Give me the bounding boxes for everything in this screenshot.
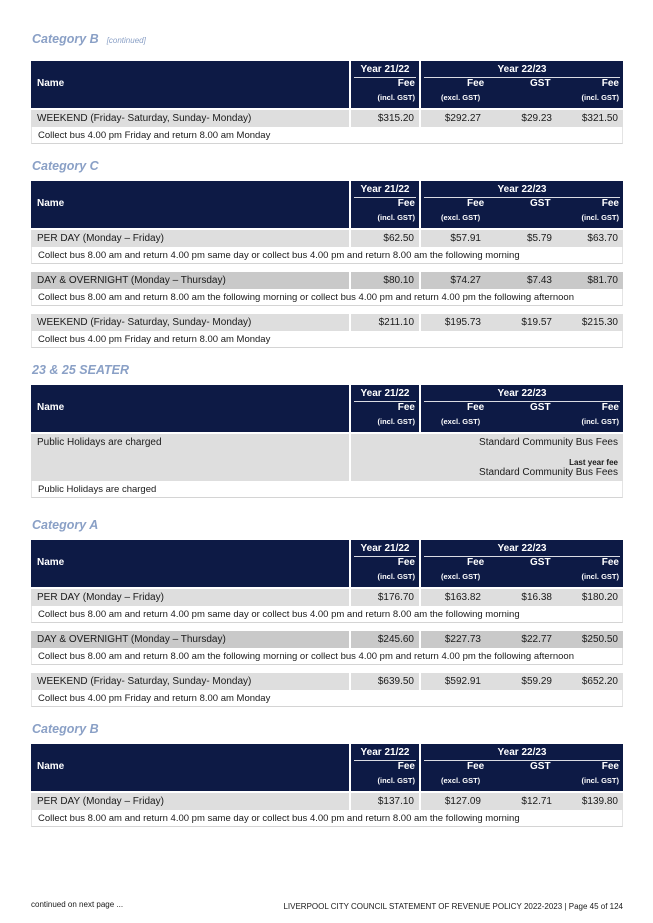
header-incl: (incl. GST): [581, 572, 619, 581]
header-year-21-22: [351, 61, 419, 108]
table-header: [31, 385, 623, 432]
page-footer: LIVERPOOL CITY COUNCIL STATEMENT OF REVENUE POLICY 2022-2023 | Page 45 of 124: [283, 902, 623, 911]
header-fee-incl: Fee: [601, 402, 619, 413]
holiday-fees: [351, 434, 623, 481]
header-year-22-23: [421, 61, 623, 108]
section-title: Category A: [32, 518, 99, 532]
header-divider: [424, 556, 620, 557]
row-fee-2122: $137.10: [351, 793, 419, 810]
fee-table: [31, 181, 623, 348]
row-fees-2223: [421, 314, 623, 331]
fee-table: [31, 61, 623, 144]
row-note: Collect bus 8.00 am and return 8.00 am the following morning or collect bus 4.00 pm and return 4.00 pm the following afternoon: [31, 289, 623, 306]
table-header: [31, 744, 623, 791]
header-year1-label: Year 21/22: [360, 747, 410, 758]
row-note: Collect bus 8.00 am and return 8.00 am the following morning or collect bus 4.00 pm and return 4.00 pm the following afternoon: [31, 648, 623, 665]
row-name: WEEKEND (Friday- Saturday, Sunday- Monday): [31, 110, 349, 127]
header-fee-incl: Fee: [601, 78, 619, 89]
table-row: [31, 673, 623, 690]
row-note: Collect bus 4.00 pm Friday and return 8.00 am Monday: [31, 690, 623, 707]
header-year2-label: Year 22/23: [497, 543, 547, 554]
header-gst: GST: [530, 557, 551, 568]
row-fee-2122: $176.70: [351, 589, 419, 606]
row-fee-excl: $227.73: [444, 634, 481, 645]
header-year2-label: Year 22/23: [497, 747, 547, 758]
header-gst: GST: [530, 402, 551, 413]
row-fees-2223: [421, 589, 623, 606]
row-note: Collect bus 4.00 pm Friday and return 8.00 am Monday: [31, 127, 623, 144]
row-fees-2223: [421, 673, 623, 690]
row-fee-2122: $211.10: [351, 314, 419, 331]
row-fee-excl: $74.27: [450, 275, 481, 286]
table-row: [31, 272, 623, 289]
row-gap: [31, 665, 623, 671]
header-excl: (excl. GST): [441, 417, 481, 426]
row-fee-incl: $180.20: [581, 592, 618, 603]
header-fee-incl: Fee: [601, 557, 619, 568]
header-year1-label: Year 21/22: [360, 64, 410, 75]
row-fee-incl: $139.80: [581, 796, 618, 807]
row-gst: $12.71: [521, 796, 552, 807]
continued-footer: continued on next page ...: [31, 900, 124, 909]
header-divider: [424, 197, 620, 198]
header-year-21-22: [351, 744, 419, 791]
holiday-name: Public Holidays are charged: [31, 434, 349, 481]
row-fee-excl: $163.82: [444, 592, 481, 603]
fee-table: [31, 540, 623, 707]
header-name: Name: [31, 385, 349, 432]
header-divider: [424, 77, 620, 78]
row-fees-2223: [421, 230, 623, 247]
row-gst: $29.23: [521, 113, 552, 124]
row-fees-2223: [421, 272, 623, 289]
header-fee-excl: Fee: [467, 557, 485, 568]
header-fee: Fee: [397, 78, 415, 89]
header-year2-label: Year 22/23: [497, 64, 547, 75]
continued-label: [continued]: [106, 36, 146, 45]
table-row: [31, 589, 623, 606]
row-fee-incl: $81.70: [587, 275, 618, 286]
row-note: Collect bus 8.00 am and return 4.00 pm same day or collect bus 4.00 pm and return 8.00 am the following morning: [31, 606, 623, 623]
row-note: Collect bus 8.00 am and return 4.00 pm same day or collect bus 4.00 pm and return 8.00 am the following morning: [31, 810, 623, 827]
table-header: [31, 540, 623, 587]
row-fee-excl: $292.27: [444, 113, 481, 124]
row-fees-2223: [421, 793, 623, 810]
table-row: [31, 110, 623, 127]
header-incl: (incl. GST): [581, 417, 619, 426]
row-name: WEEKEND (Friday- Saturday, Sunday- Monday): [31, 673, 349, 690]
header-fee-incl: Fee: [601, 198, 619, 209]
header-year-21-22: [351, 385, 419, 432]
row-fee-excl: $127.09: [444, 796, 481, 807]
row-fee-incl: $215.30: [581, 317, 618, 328]
header-year-21-22: [351, 181, 419, 228]
table-header: [31, 181, 623, 228]
header-year-22-23: [421, 181, 623, 228]
header-incl: (incl. GST): [377, 417, 415, 426]
section-title: Category C: [32, 159, 99, 173]
table-row: [31, 631, 623, 648]
row-name: DAY & OVERNIGHT (Monday – Thursday): [31, 272, 349, 289]
section-title: 23 & 25 SEATER: [32, 363, 130, 377]
header-gst: GST: [530, 78, 551, 89]
row-gst: $22.77: [521, 634, 552, 645]
section-title: [32, 32, 146, 46]
header-incl: (incl. GST): [581, 776, 619, 785]
header-excl: (excl. GST): [441, 776, 481, 785]
row-gst: $16.38: [521, 592, 552, 603]
row-gap: [31, 306, 623, 312]
row-gst: $7.43: [526, 275, 552, 286]
header-year1-label: Year 21/22: [360, 388, 410, 399]
header-year-21-22: [351, 540, 419, 587]
last-year-fee-value: Standard Community Bus Fees: [479, 467, 618, 478]
row-fee-2122: $80.10: [351, 272, 419, 289]
last-year-fee-label: Last year fee: [569, 458, 618, 467]
header-fee: Fee: [397, 402, 415, 413]
table-row: [31, 230, 623, 247]
header-incl: (incl. GST): [377, 776, 415, 785]
row-gap: [31, 623, 623, 629]
section-title: Category B: [32, 722, 99, 736]
header-year-22-23: [421, 385, 623, 432]
fee-table: [31, 385, 623, 498]
row-fee-excl: $592.91: [444, 676, 481, 687]
row-fee-2122: $315.20: [351, 110, 419, 127]
row-fee-incl: $63.70: [587, 233, 618, 244]
header-year1-label: Year 21/22: [360, 543, 410, 554]
header-incl: (incl. GST): [377, 572, 415, 581]
header-incl: (incl. GST): [581, 213, 619, 222]
row-fee-2122: $245.60: [351, 631, 419, 648]
row-name: DAY & OVERNIGHT (Monday – Thursday): [31, 631, 349, 648]
header-name: Name: [31, 61, 349, 108]
header-fee-excl: Fee: [467, 761, 485, 772]
row-fees-2223: [421, 631, 623, 648]
section-title-text: Category B: [32, 32, 99, 46]
header-gst: GST: [530, 761, 551, 772]
header-year1-label: Year 21/22: [360, 184, 410, 195]
header-divider: [424, 401, 620, 402]
row-fee-excl: $57.91: [450, 233, 481, 244]
row-name: PER DAY (Monday – Friday): [31, 589, 349, 606]
header-excl: (excl. GST): [441, 93, 481, 102]
row-gst: $19.57: [521, 317, 552, 328]
header-divider: [424, 760, 620, 761]
row-note: Collect bus 8.00 am and return 4.00 pm same day or collect bus 4.00 pm and return 8.00 am the following morning: [31, 247, 623, 264]
row-fees-2223: [421, 110, 623, 127]
header-name: Name: [31, 181, 349, 228]
header-fee: Fee: [397, 557, 415, 568]
row-fee-incl: $250.50: [581, 634, 618, 645]
header-fee: Fee: [397, 198, 415, 209]
header-fee-excl: Fee: [467, 402, 485, 413]
table-row: [31, 314, 623, 331]
row-fee-2122: $62.50: [351, 230, 419, 247]
header-fee-excl: Fee: [467, 198, 485, 209]
row-gap: [31, 264, 623, 270]
holiday-row: [31, 434, 623, 481]
row-gst: $59.29: [521, 676, 552, 687]
header-year-22-23: [421, 540, 623, 587]
row-fee-2122: $639.50: [351, 673, 419, 690]
row-name: PER DAY (Monday – Friday): [31, 793, 349, 810]
header-fee-incl: Fee: [601, 761, 619, 772]
header-gst: GST: [530, 198, 551, 209]
header-year2-label: Year 22/23: [497, 388, 547, 399]
header-fee: Fee: [397, 761, 415, 772]
header-name: Name: [31, 540, 349, 587]
fee-table: [31, 744, 623, 827]
row-name: WEEKEND (Friday- Saturday, Sunday- Monday): [31, 314, 349, 331]
header-excl: (excl. GST): [441, 572, 481, 581]
row-fee-excl: $195.73: [444, 317, 481, 328]
table-row: [31, 793, 623, 810]
header-incl: (incl. GST): [581, 93, 619, 102]
header-incl: (incl. GST): [377, 93, 415, 102]
row-name: PER DAY (Monday – Friday): [31, 230, 349, 247]
header-year-22-23: [421, 744, 623, 791]
header-incl: (incl. GST): [377, 213, 415, 222]
row-gst: $5.79: [526, 233, 552, 244]
row-fee-incl: $321.50: [581, 113, 618, 124]
row-note: Collect bus 4.00 pm Friday and return 8.00 am Monday: [31, 331, 623, 348]
table-header: [31, 61, 623, 108]
holiday-value: Standard Community Bus Fees: [479, 437, 618, 448]
row-fee-incl: $652.20: [581, 676, 618, 687]
header-year2-label: Year 22/23: [497, 184, 547, 195]
row-note: Public Holidays are charged: [31, 481, 623, 498]
header-excl: (excl. GST): [441, 213, 481, 222]
header-name: Name: [31, 744, 349, 791]
header-fee-excl: Fee: [467, 78, 485, 89]
